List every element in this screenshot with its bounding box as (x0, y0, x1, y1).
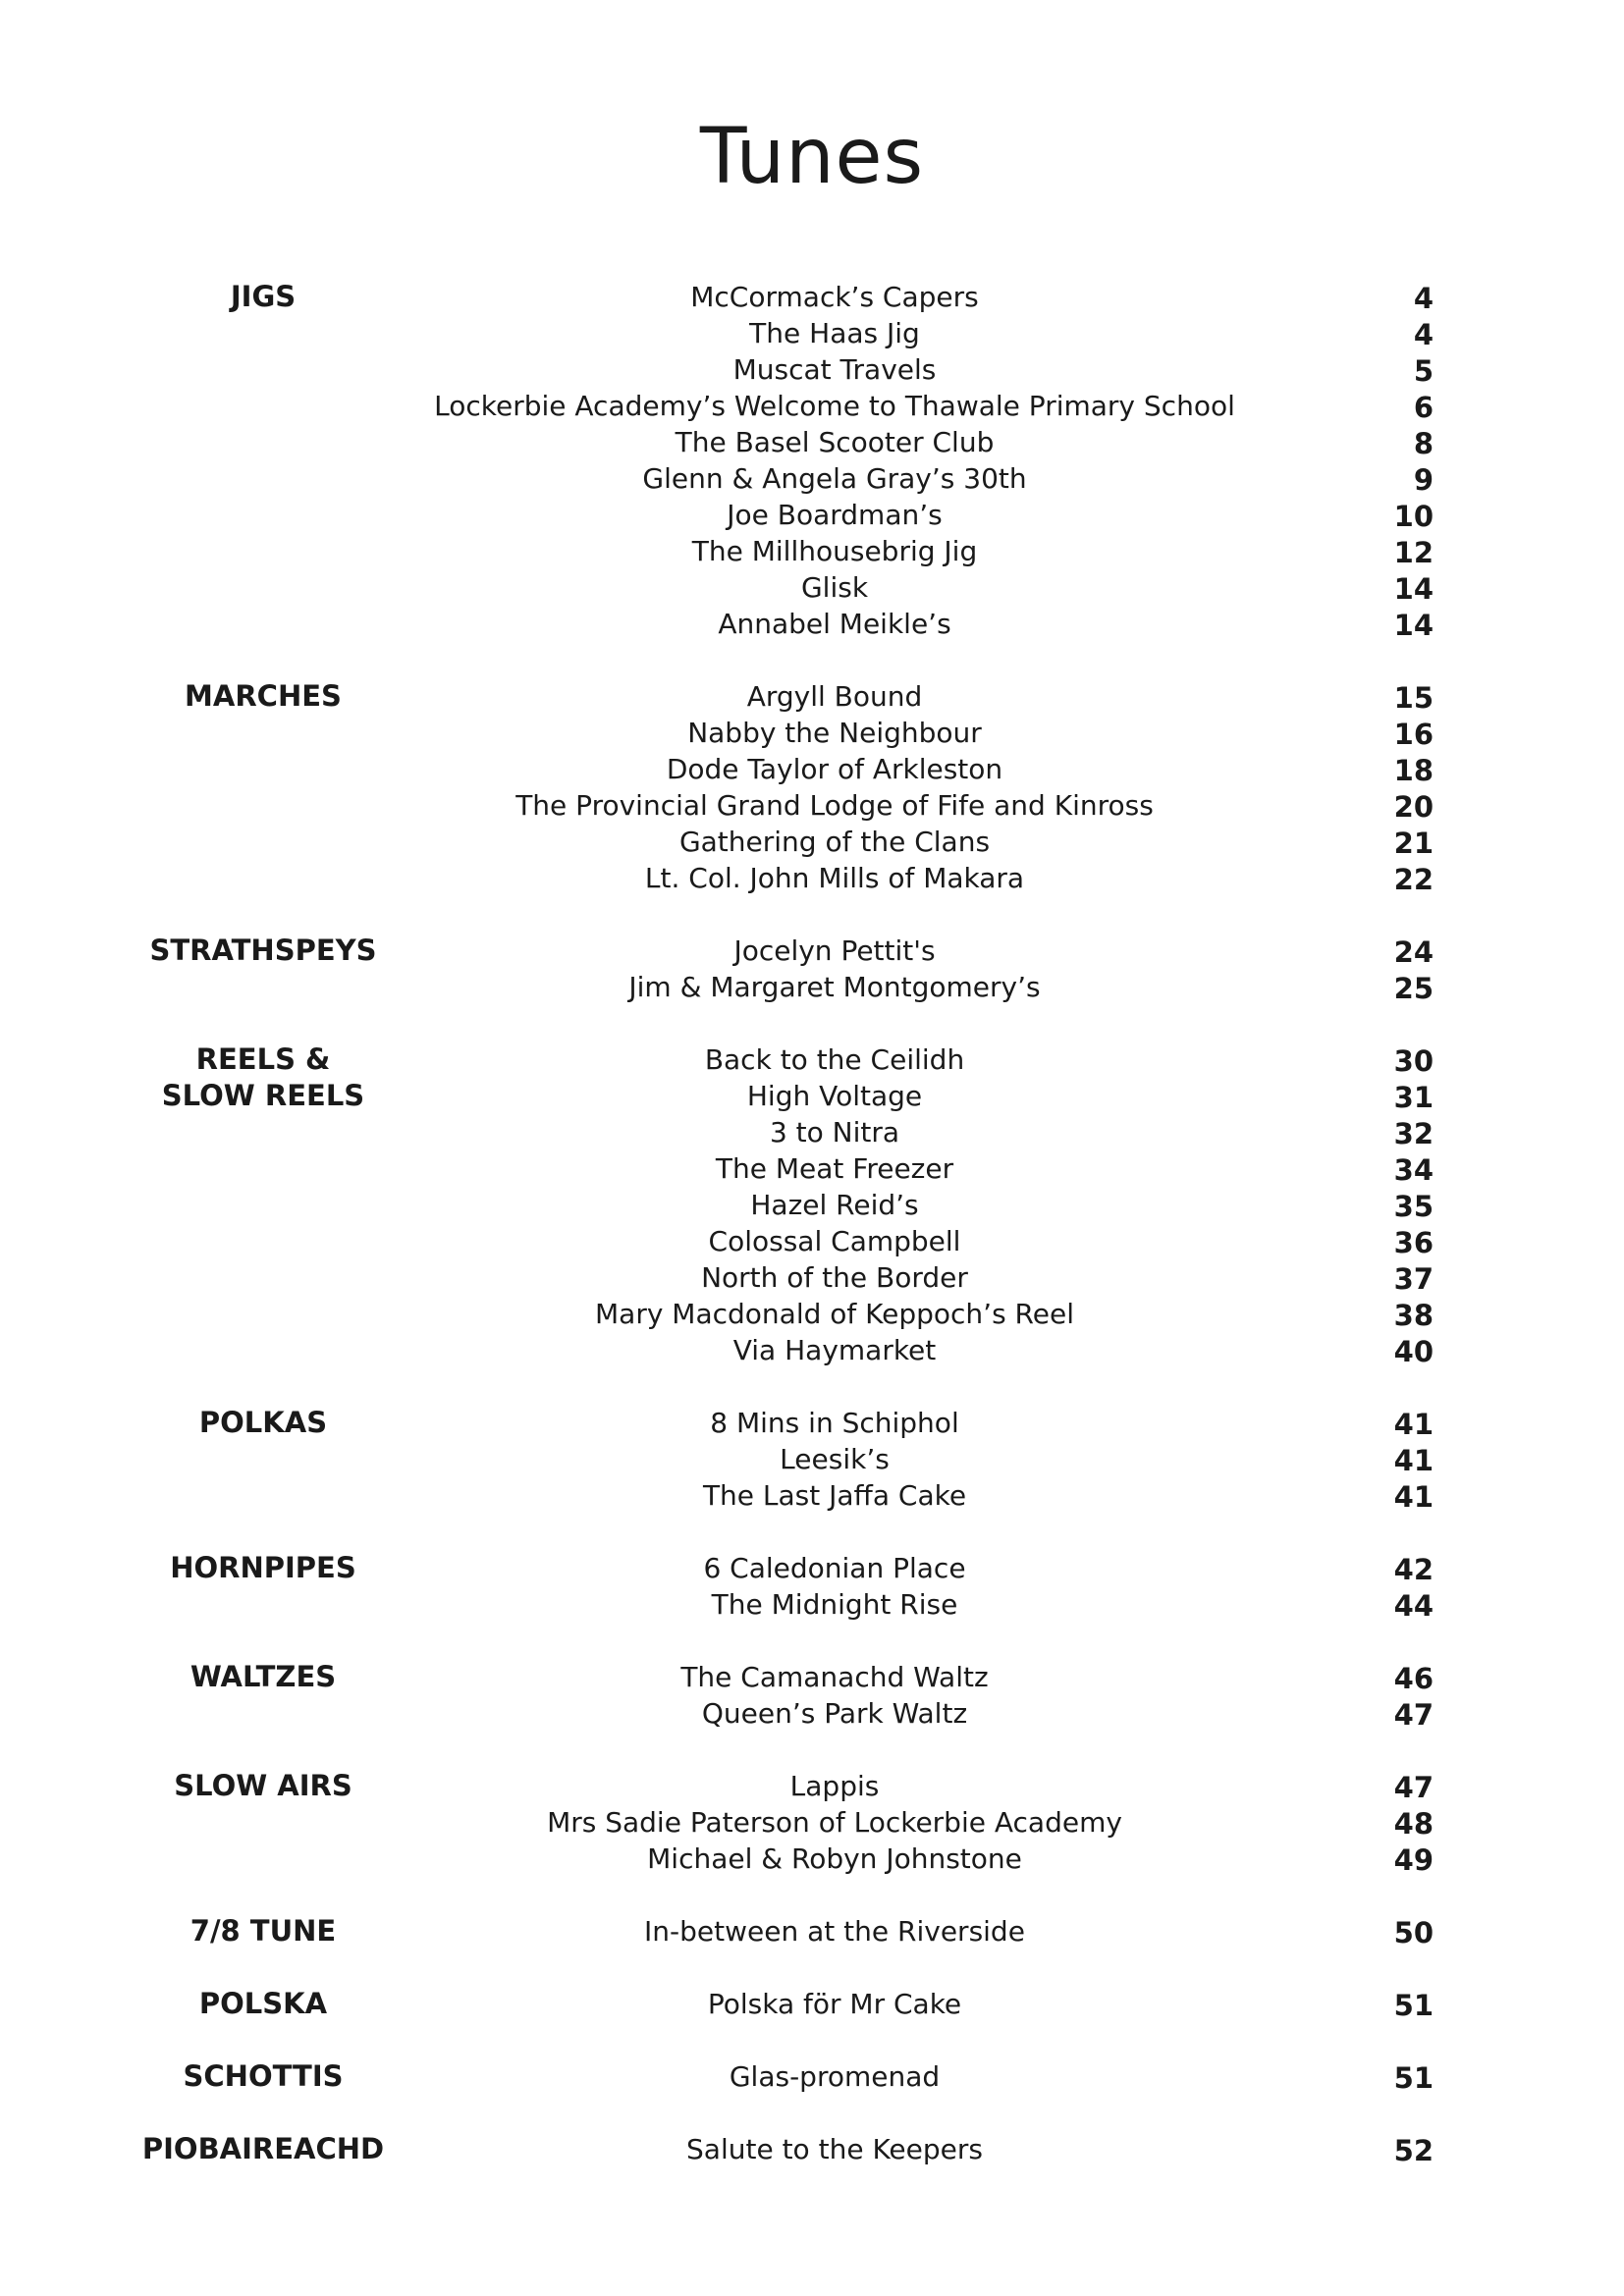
tune-title: Nabby the Neighbour (687, 717, 982, 749)
tune-title: Gathering of the Clans (678, 826, 991, 858)
tune-title: Back to the Ceilidh (704, 1043, 965, 1076)
tune-row (0, 1695, 1624, 1732)
tune-row (0, 1768, 1624, 1804)
tune-row (0, 1296, 1624, 1332)
category-heading-line: HORNPIPES (170, 1551, 356, 1584)
page-number: 36 (1393, 1226, 1434, 1259)
category-heading-line: WALTZES (189, 1660, 337, 1693)
page-number: 41 (1393, 1480, 1434, 1514)
page-number: 49 (1393, 1843, 1434, 1877)
tune-title: Jocelyn Pettit's (733, 934, 936, 967)
tune-section (0, 1405, 1624, 1514)
page-number: 47 (1393, 1698, 1434, 1732)
tune-row (0, 388, 1624, 424)
tune-row (0, 860, 1624, 896)
category-heading-line: SLOW REELS (161, 1079, 365, 1112)
tune-section (0, 1041, 1624, 1368)
category-heading-line: MARCHES (185, 679, 342, 713)
tune-row (0, 460, 1624, 497)
tune-title: In-between at the Riverside (644, 1915, 1025, 1948)
page-number: 47 (1393, 1771, 1434, 1804)
page-number: 14 (1393, 572, 1434, 606)
page-number: 34 (1393, 1153, 1434, 1187)
tune-row (0, 1150, 1624, 1187)
page-number: 4 (1413, 318, 1434, 351)
tune-row (0, 1223, 1624, 1259)
tunes-index (0, 279, 1624, 2204)
tune-title: The Last Jaffa Cake (702, 1479, 967, 1512)
tune-row (0, 1586, 1624, 1623)
tune-title: The Midnight Rise (711, 1588, 958, 1621)
page-number: 46 (1393, 1662, 1434, 1695)
page-number: 52 (1393, 2134, 1434, 2167)
tune-row (0, 1986, 1624, 2022)
tune-title: Mrs Sadie Paterson of Lockerbie Academy (547, 1806, 1122, 1839)
tune-title: High Voltage (746, 1080, 923, 1112)
tune-title: Dode Taylor of Arkleston (666, 753, 1003, 785)
tune-row (0, 1041, 1624, 1078)
tune-section (0, 279, 1624, 642)
tune-title: Salute to the Keepers (686, 2133, 983, 2165)
tune-title: Mary Macdonald of Keppoch’s Reel (595, 1298, 1074, 1330)
page-number: 37 (1393, 1262, 1434, 1296)
tune-row (0, 1078, 1624, 1114)
tune-title: The Haas Jig (749, 317, 920, 349)
tune-title: 6 Caledonian Place (703, 1552, 966, 1584)
page-number: 9 (1413, 463, 1434, 497)
category-heading-line: SLOW AIRS (174, 1769, 352, 1802)
tune-title: Joe Boardman’s (727, 499, 943, 531)
tune-section (0, 1550, 1624, 1623)
tune-title: Lappis (789, 1770, 880, 1802)
category-heading-line: STRATHSPEYS (149, 934, 377, 967)
tune-row (0, 678, 1624, 715)
page-number: 35 (1393, 1190, 1434, 1223)
tune-row (0, 1441, 1624, 1477)
tune-row (0, 1841, 1624, 1877)
tune-row (0, 606, 1624, 642)
tune-row (0, 351, 1624, 388)
category-heading-line: REELS & (195, 1042, 331, 1076)
tune-title: Leesik’s (780, 1443, 890, 1475)
tune-title: Michael & Robyn Johnstone (647, 1842, 1022, 1875)
tune-title: 8 Mins in Schiphol (710, 1407, 959, 1439)
page-number: 18 (1393, 754, 1434, 787)
tune-row (0, 569, 1624, 606)
page-number: 50 (1393, 1916, 1434, 1949)
tune-title: Hazel Reid’s (750, 1189, 919, 1221)
tune-title: Glisk (800, 571, 869, 604)
tune-section (0, 1986, 1624, 2022)
category-heading-line: 7/8 TUNE (189, 1914, 337, 1948)
page-number: 22 (1393, 863, 1434, 896)
page-number: 51 (1393, 2061, 1434, 2095)
tune-row (0, 715, 1624, 751)
page-title: Tunes (699, 113, 925, 201)
tune-row (0, 2058, 1624, 2095)
tune-row (0, 751, 1624, 787)
page-number: 6 (1413, 391, 1434, 424)
tune-row (0, 1550, 1624, 1586)
tune-row (0, 424, 1624, 460)
tune-title: Polska för Mr Cake (707, 1988, 962, 2020)
tune-row (0, 787, 1624, 824)
page-number: 31 (1393, 1081, 1434, 1114)
tune-section (0, 1659, 1624, 1732)
tune-row (0, 824, 1624, 860)
page-number: 5 (1413, 354, 1434, 388)
tune-title: Colossal Campbell (708, 1225, 961, 1257)
page-number: 48 (1393, 1807, 1434, 1841)
tune-title: Annabel Meikle’s (718, 608, 951, 640)
tune-title: Queen’s Park Waltz (701, 1697, 968, 1730)
page-number: 40 (1393, 1335, 1434, 1368)
tune-section (0, 2058, 1624, 2095)
tune-title: Argyll Bound (746, 680, 923, 713)
tune-row (0, 1187, 1624, 1223)
tune-row (0, 1259, 1624, 1296)
page-number: 21 (1393, 827, 1434, 860)
tune-title: North of the Border (701, 1261, 968, 1294)
tune-title: The Basel Scooter Club (675, 426, 995, 458)
tune-row (0, 279, 1624, 315)
page-number: 44 (1393, 1589, 1434, 1623)
category-heading-line: POLSKA (198, 1987, 328, 2020)
tune-title: Glenn & Angela Gray’s 30th (642, 462, 1027, 495)
page-number: 14 (1393, 609, 1434, 642)
tune-row (0, 1477, 1624, 1514)
tune-title: Jim & Margaret Montgomery’s (628, 971, 1041, 1003)
tune-title: The Provincial Grand Lodge of Fife and Kinross (515, 789, 1154, 822)
tune-title: Glas-promenad (729, 2060, 941, 2093)
tune-section (0, 1913, 1624, 1949)
tune-section (0, 933, 1624, 1005)
tune-title: Lockerbie Academy’s Welcome to Thawale Primary School (434, 390, 1235, 422)
tune-row (0, 1114, 1624, 1150)
tune-row (0, 1804, 1624, 1841)
page-number: 20 (1393, 790, 1434, 824)
page-number: 42 (1393, 1553, 1434, 1586)
page-number: 8 (1413, 427, 1434, 460)
page-number: 12 (1393, 536, 1434, 569)
page-number: 4 (1413, 282, 1434, 315)
tune-row (0, 1913, 1624, 1949)
page-number: 51 (1393, 1989, 1434, 2022)
tune-row (0, 1405, 1624, 1441)
page-number: 32 (1393, 1117, 1434, 1150)
tune-title: The Millhousebrig Jig (691, 535, 978, 567)
page-number: 24 (1393, 935, 1434, 969)
page-number: 10 (1393, 500, 1434, 533)
page-number: 16 (1393, 718, 1434, 751)
tune-title: McCormack’s Capers (690, 281, 979, 313)
tune-title: The Meat Freezer (715, 1152, 954, 1185)
page-number: 30 (1393, 1044, 1434, 1078)
page-number: 41 (1393, 1444, 1434, 1477)
tune-row (0, 969, 1624, 1005)
page-number: 41 (1393, 1408, 1434, 1441)
category-heading-line: JIGS (230, 280, 297, 313)
category-heading-line: PIOBAIREACHD (141, 2132, 385, 2165)
tune-title: Muscat Travels (732, 353, 937, 386)
tune-title: Via Haymarket (732, 1334, 937, 1366)
page-number: 15 (1393, 681, 1434, 715)
page-number: 25 (1393, 972, 1434, 1005)
tune-section (0, 2131, 1624, 2167)
tune-row (0, 315, 1624, 351)
tune-title: The Camanachd Waltz (680, 1661, 989, 1693)
tune-row (0, 2131, 1624, 2167)
category-heading-line: POLKAS (198, 1406, 328, 1439)
tune-row (0, 933, 1624, 969)
tune-section (0, 678, 1624, 896)
tune-row (0, 1659, 1624, 1695)
tune-title: 3 to Nitra (769, 1116, 900, 1148)
tune-row (0, 533, 1624, 569)
tune-row (0, 1332, 1624, 1368)
category-heading-line: SCHOTTIS (183, 2059, 344, 2093)
tune-title: Lt. Col. John Mills of Makara (644, 862, 1025, 894)
tune-section (0, 1768, 1624, 1877)
tune-row (0, 497, 1624, 533)
page-number: 38 (1393, 1299, 1434, 1332)
